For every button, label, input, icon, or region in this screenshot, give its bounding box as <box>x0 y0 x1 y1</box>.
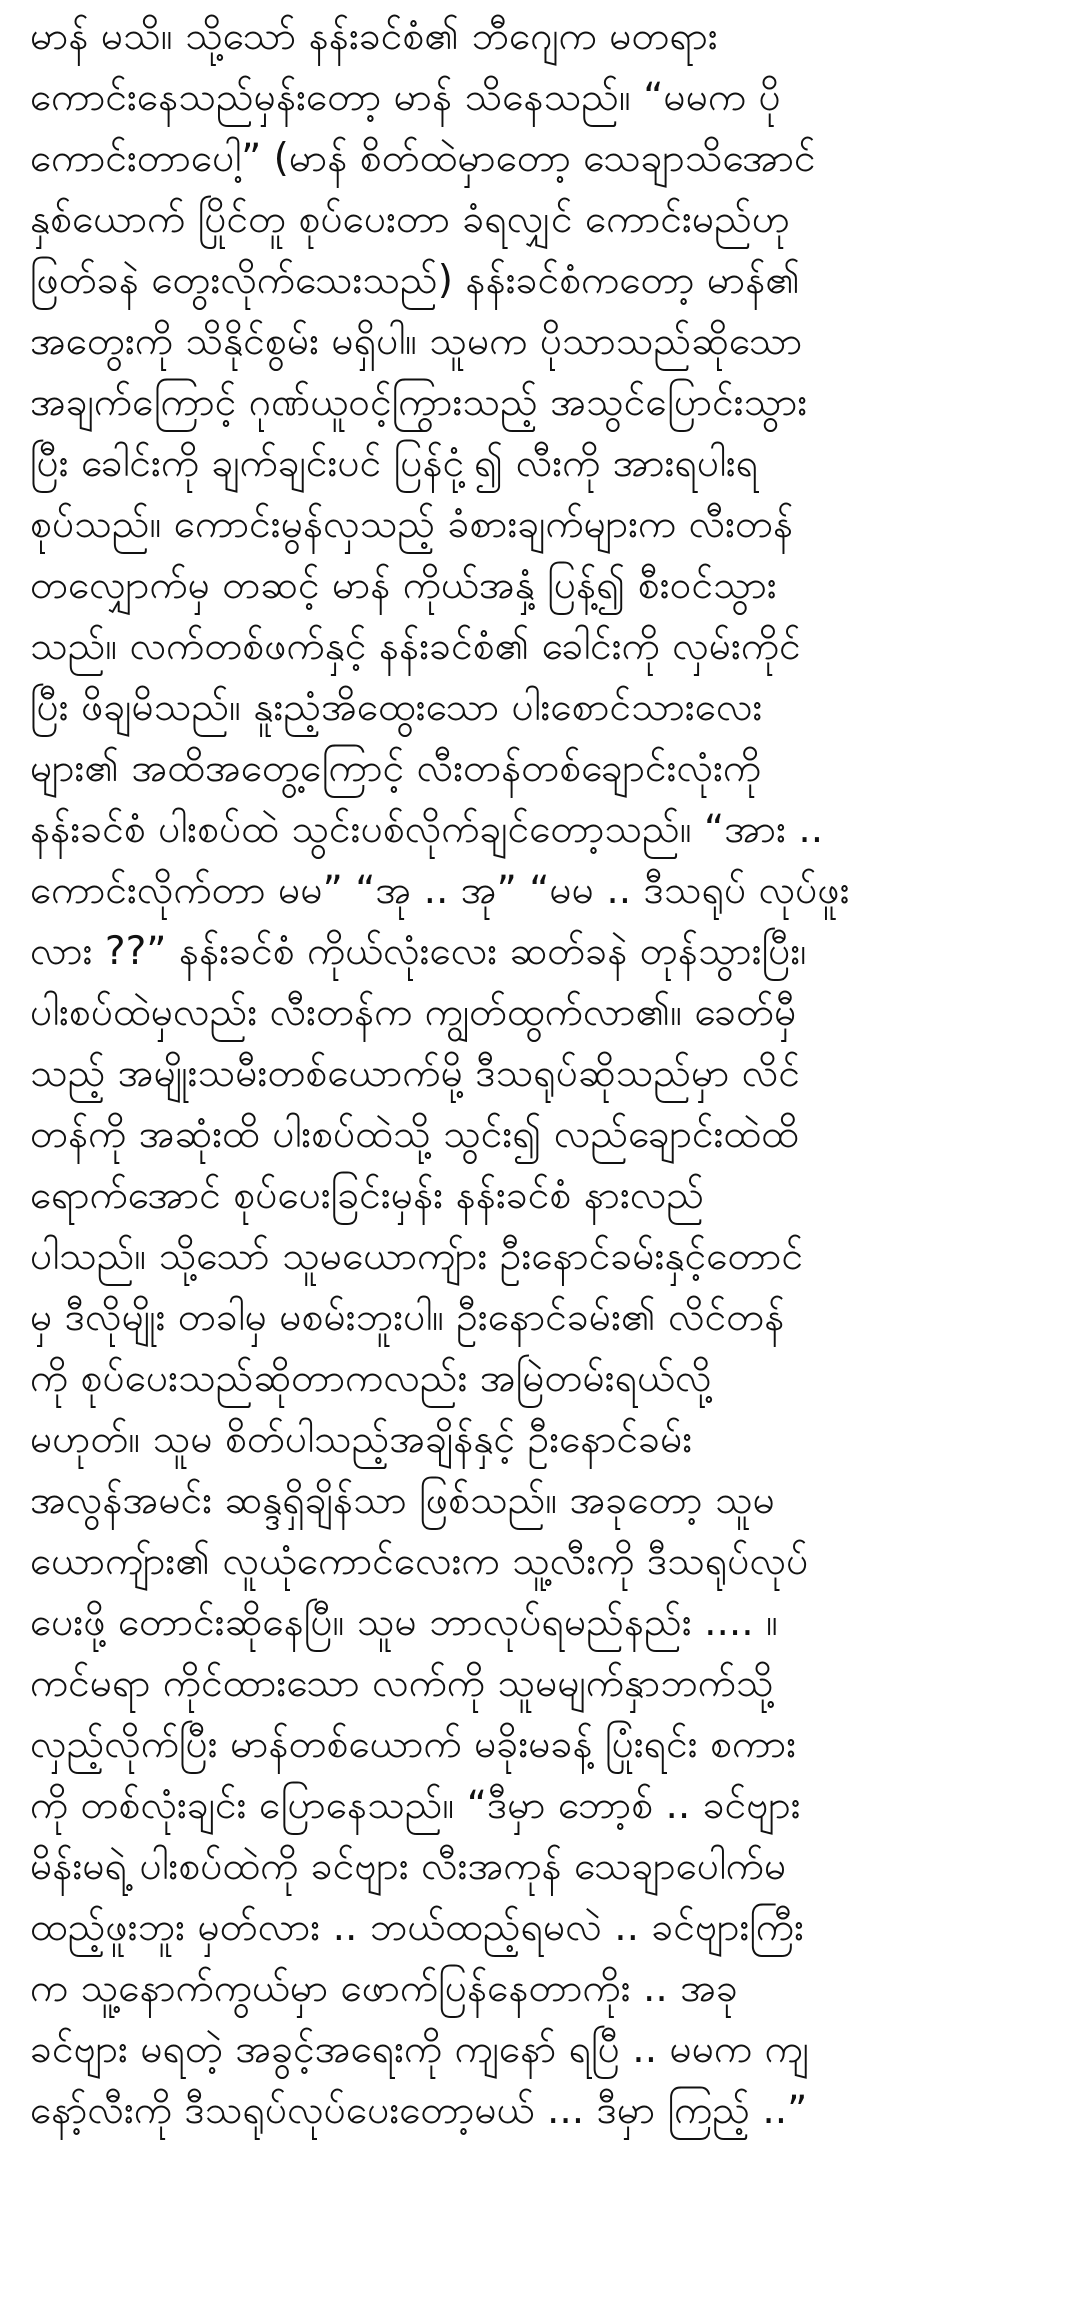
text-line: ကို တစ်လုံးချင်း ပြောနေသည်။ “ဒီမှာ ဘော့စ် .. ခင်ဗျား <box>30 1783 801 1828</box>
text-line: ကင်မရာ ကိုင်ထားသော လက်ကို သူမမျက်နှာဘက်သို့ <box>30 1661 774 1706</box>
text-line: များ၏ အထိအတွေ့ကြောင့် လီးတန်တစ်ချောင်းလုံးကို <box>30 746 762 791</box>
text-line: နှစ်ယောက် ပြိုင်တူ စုပ်ပေးတာ ခံရလျှင် ကောင်းမည်ဟု <box>30 197 791 242</box>
text-line: တလျှောက်မှ တဆင့် မာန် ကိုယ်အနှံ့ ပြန့်၍ စီးဝင်သွား <box>30 563 777 608</box>
text-line: နန်းခင်စံ ပါးစပ်ထဲ သွင်းပစ်လိုက်ချင်တော့သည်။ “အား .. <box>30 807 824 852</box>
text-line: မာန် မသိ။ သို့သော် နန်းခင်စံ၏ ဘီဂျေက မတရား <box>30 14 718 59</box>
text-line: လှည့်လိုက်ပြီး မာန်တစ်ယောက် မခိုးမခန့် ပြုံးရင်း စကား <box>30 1722 797 1767</box>
text-line: တန်ကို အဆုံးထိ ပါးစပ်ထဲသို့ သွင်း၍ လည်ချောင်းထဲထိ <box>30 1112 799 1157</box>
text-line: မဟုတ်။ သူမ စိတ်ပါသည့်အချိန်နှင့် ဦးနောင်ခမ်း <box>30 1417 693 1462</box>
text-line: လား ??” နန်းခင်စံ ကိုယ်လုံးလေး ဆတ်ခနဲ တုန်သွားပြီး၊ <box>30 929 807 974</box>
text-line: ဖြတ်ခနဲ တွေးလိုက်သေးသည်) နန်းခင်စံကတော့ မာန်၏ <box>30 258 801 303</box>
text-line: ပေးဖို့ တောင်းဆိုနေပြီ။ သူမ ဘာလုပ်ရမည်နည်း .... ။ <box>30 1600 778 1645</box>
text-line: ခင်ဗျား မရတဲ့ အခွင့်အရေးကို ကျနော် ရပြီ .. မမက ကျ <box>30 2027 809 2072</box>
text-line: အလွန်အမင်း ဆန္ဒရှိချိန်သာ ဖြစ်သည်။ အခုတော့ သူမ <box>30 1478 775 1523</box>
text-line: ကောင်းလိုက်တာ မမ” “အု .. အု” “မမ .. ဒီသရုပ် လုပ်ဖူး <box>30 868 850 913</box>
text-line: ကို စုပ်ပေးသည်ဆိုတာကလည်း အမြဲတမ်းရယ်လို့ <box>30 1356 712 1401</box>
text-line: ကောင်းနေသည်မှန်းတော့ မာန် သိနေသည်။ “မမက ပို <box>30 75 781 120</box>
text-line: အချက်ကြောင့် ဂုဏ်ယူဝင့်ကြွားသည့် အသွင်ပြောင်းသွား <box>30 380 808 425</box>
text-line: ယောကျ်ား၏ လူယုံကောင်လေးက သူ့လီးကို ဒီသရုပ်လုပ် <box>30 1539 809 1584</box>
text-line: သည်။ လက်တစ်ဖက်နှင့် နန်းခင်စံ၏ ခေါင်းကို လှမ်းကိုင် <box>30 624 801 669</box>
text-line: မှ ဒီလိုမျိုး တခါမှ မစမ်းဘူးပါ။ ဦးနောင်ခမ်း၏ လိင်တန် <box>30 1295 785 1340</box>
text-line: ပြီး ဖိချမိသည်။ နူးညံ့အိထွေးသော ပါးစောင်သားလေး <box>30 685 763 730</box>
text-line: ပြီး ခေါင်းကို ချက်ချင်းပင် ပြန်ငုံ့၍ လီးကို အားရပါးရ <box>30 441 759 486</box>
text-line: မိန်းမရဲ့ ပါးစပ်ထဲကို ခင်ဗျား လီးအကုန် သေချာပေါက်မ <box>30 1844 787 1889</box>
text-line: သည့် အမျိုးသမီးတစ်ယောက်မို့ ဒီသရုပ်ဆိုသည်မှာ လိင် <box>30 1051 800 1096</box>
text-line: ပါသည်။ သို့သော် သူမယောကျ်ား ဦးနောင်ခမ်းနှင့်တောင် <box>30 1234 804 1279</box>
text-line: ရောက်အောင် စုပ်ပေးခြင်းမှန်း နန်းခင်စံ နားလည် <box>30 1173 705 1218</box>
text-line: ကောင်းတာပေါ့” (မာန် စိတ်ထဲမှာတော့ သေချာသိအောင် <box>30 136 816 181</box>
text-line: အတွေးကို သိနိုင်စွမ်း မရှိပါ။ သူမက ပိုသာသည်ဆိုသော <box>30 319 803 364</box>
text-line: နော့်လီးကို ဒီသရုပ်လုပ်ပေးတော့မယ် ... ဒီမှာ ကြည့် ..” <box>30 2088 808 2133</box>
text-line: စုပ်သည်။ ကောင်းမွန်လှသည့် ခံစားချက်များက လီးတန် <box>30 502 794 547</box>
text-line: ထည့်ဖူးဘူး မှတ်လား .. ဘယ်ထည့်ရမလဲ .. ခင်ဗျားကြီး <box>30 1905 805 1950</box>
body-text <box>30 6 1050 2141</box>
text-line: ပါးစပ်ထဲမှလည်း လီးတန်က ကျွတ်ထွက်လာ၏။ ခေတ်မှီ <box>30 990 797 1035</box>
text-line: က သူ့နောက်ကွယ်မှာ ဖောက်ပြန်နေတာကိုး .. အခု <box>30 1966 738 2011</box>
